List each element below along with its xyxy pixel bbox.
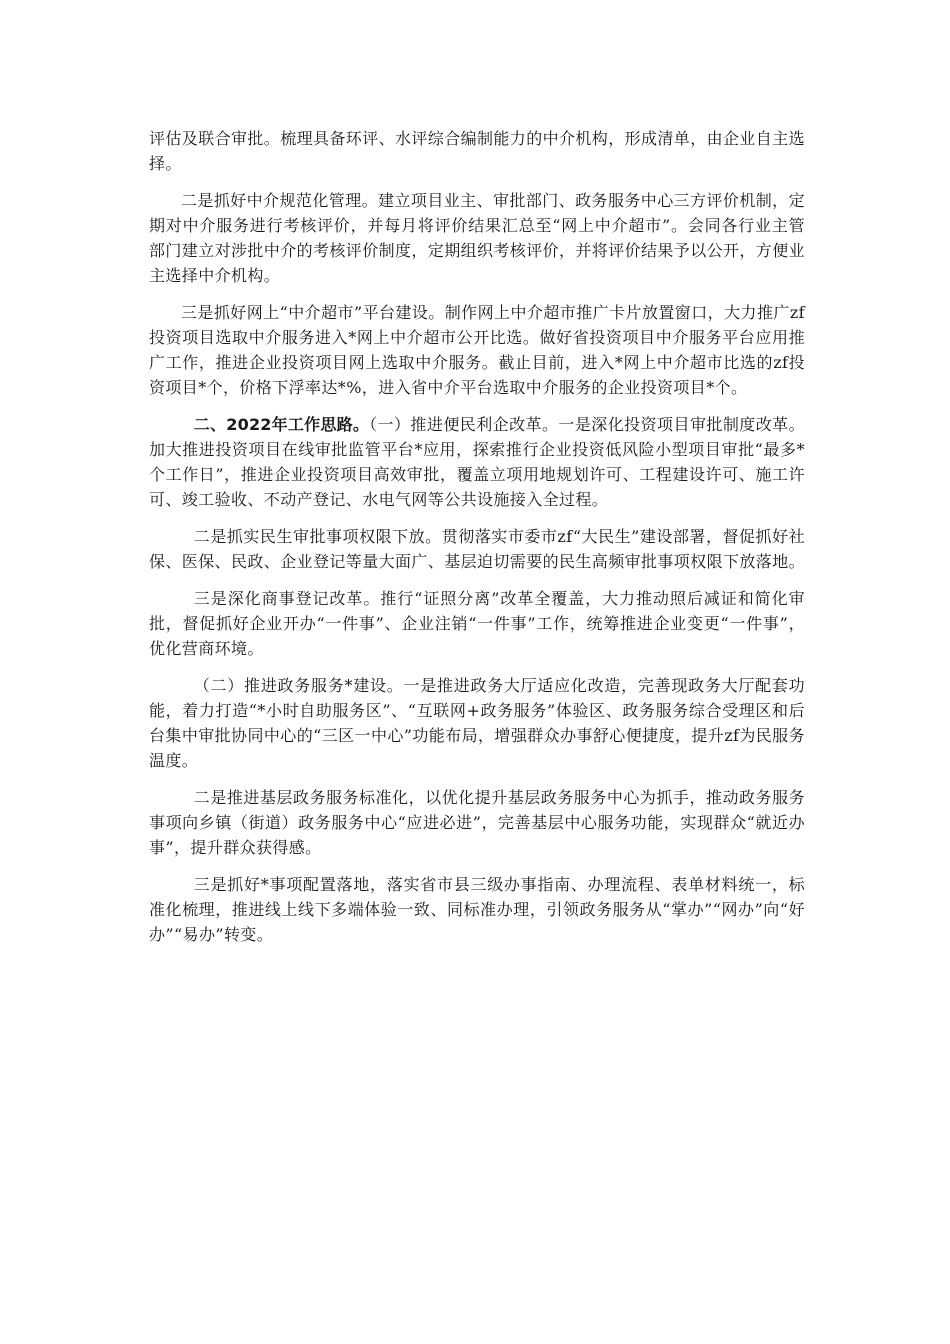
paragraph-4	[149, 412, 805, 512]
paragraph-9: 三是抓好*事项配置落地，落实省市县三级办事指南、办理流程、表单材料统一，标准化梳理，推进线上线下多端体验一致、同标准办理，引领政务服务从“掌办”“网办”向“好办”“易办”转变。	[149, 875, 805, 944]
paragraph-7: （二）推进政务服务*建设。一是推进政务大厅适应化改造，完善现政务大厅配套功能，着力打造“*小时自助服务区”、“互联网+政务服务”体验区、政务服务综合受理区和后台集中审批协同中心的“三区一中心”功能布局，增强群众办事舒心便捷度，提升zf为民服务温度。	[149, 676, 805, 770]
section-heading: 二、2022年工作思路。	[193, 415, 370, 434]
paragraph-4-text: （一）推进便民利企改革。一是深化投资项目审批制度改革。加大推进投资项目在线审批监管平台*应用，探索推行企业投资低风险小型项目审批“最多*个工作日”，推进企业投资项目高效审批，覆盖立项用地规划许可、工程建设许可、施工许可、竣工验收、不动产登记、水电气网等公共设施接入全过程。	[149, 415, 805, 509]
paragraph-3: 三是抓好网上“中介超市”平台建设。制作网上中介超市推广卡片放置窗口，大力推广zf投资项目选取中介服务进入*网上中介超市公开比选。做好省投资项目中介服务平台应用推广工作，推进企业投资项目网上选取中介服务。截止目前，进入*网上中介超市比选的zf投资项目*个，价格下浮率达*%，进入省中介平台选取中介服务的企业投资项目*个。	[149, 303, 805, 397]
document-body	[149, 126, 805, 959]
paragraph-8: 二是推进基层政务服务标准化，以优化提升基层政务服务中心为抓手，推动政务服务事项向乡镇（街道）政务服务中心“应进必进”，完善基层中心服务功能，实现群众“就近办事”，提升群众获得感。	[149, 788, 805, 857]
paragraph-6: 三是深化商事登记改革。推行“证照分离”改革全覆盖，大力推动照后减证和简化审批，督促抓好企业开办“一件事”、企业注销“一件事”工作，统筹推进企业变更“一件事”，优化营商环境。	[149, 589, 805, 658]
paragraph-2: 二是抓好中介规范化管理。建立项目业主、审批部门、政务服务中心三方评价机制，定期对中介服务进行考核评价，并每月将评价结果汇总至“网上中介超市”。会同各行业主管部门建立对涉批中介的考核评价制度，定期组织考核评价，并将评价结果予以公开，方便业主选择中介机构。	[149, 191, 806, 285]
paragraph-5: 二是抓实民生审批事项权限下放。贯彻落实市委市zf“大民生”建设部署，督促抓好社保、医保、民政、企业登记等量大面广、基层迫切需要的民生高频审批事项权限下放落地。	[149, 527, 806, 571]
paragraph-1: 评估及联合审批。梳理具备环评、水评综合编制能力的中介机构，形成清单，由企业自主选择。	[149, 129, 806, 173]
